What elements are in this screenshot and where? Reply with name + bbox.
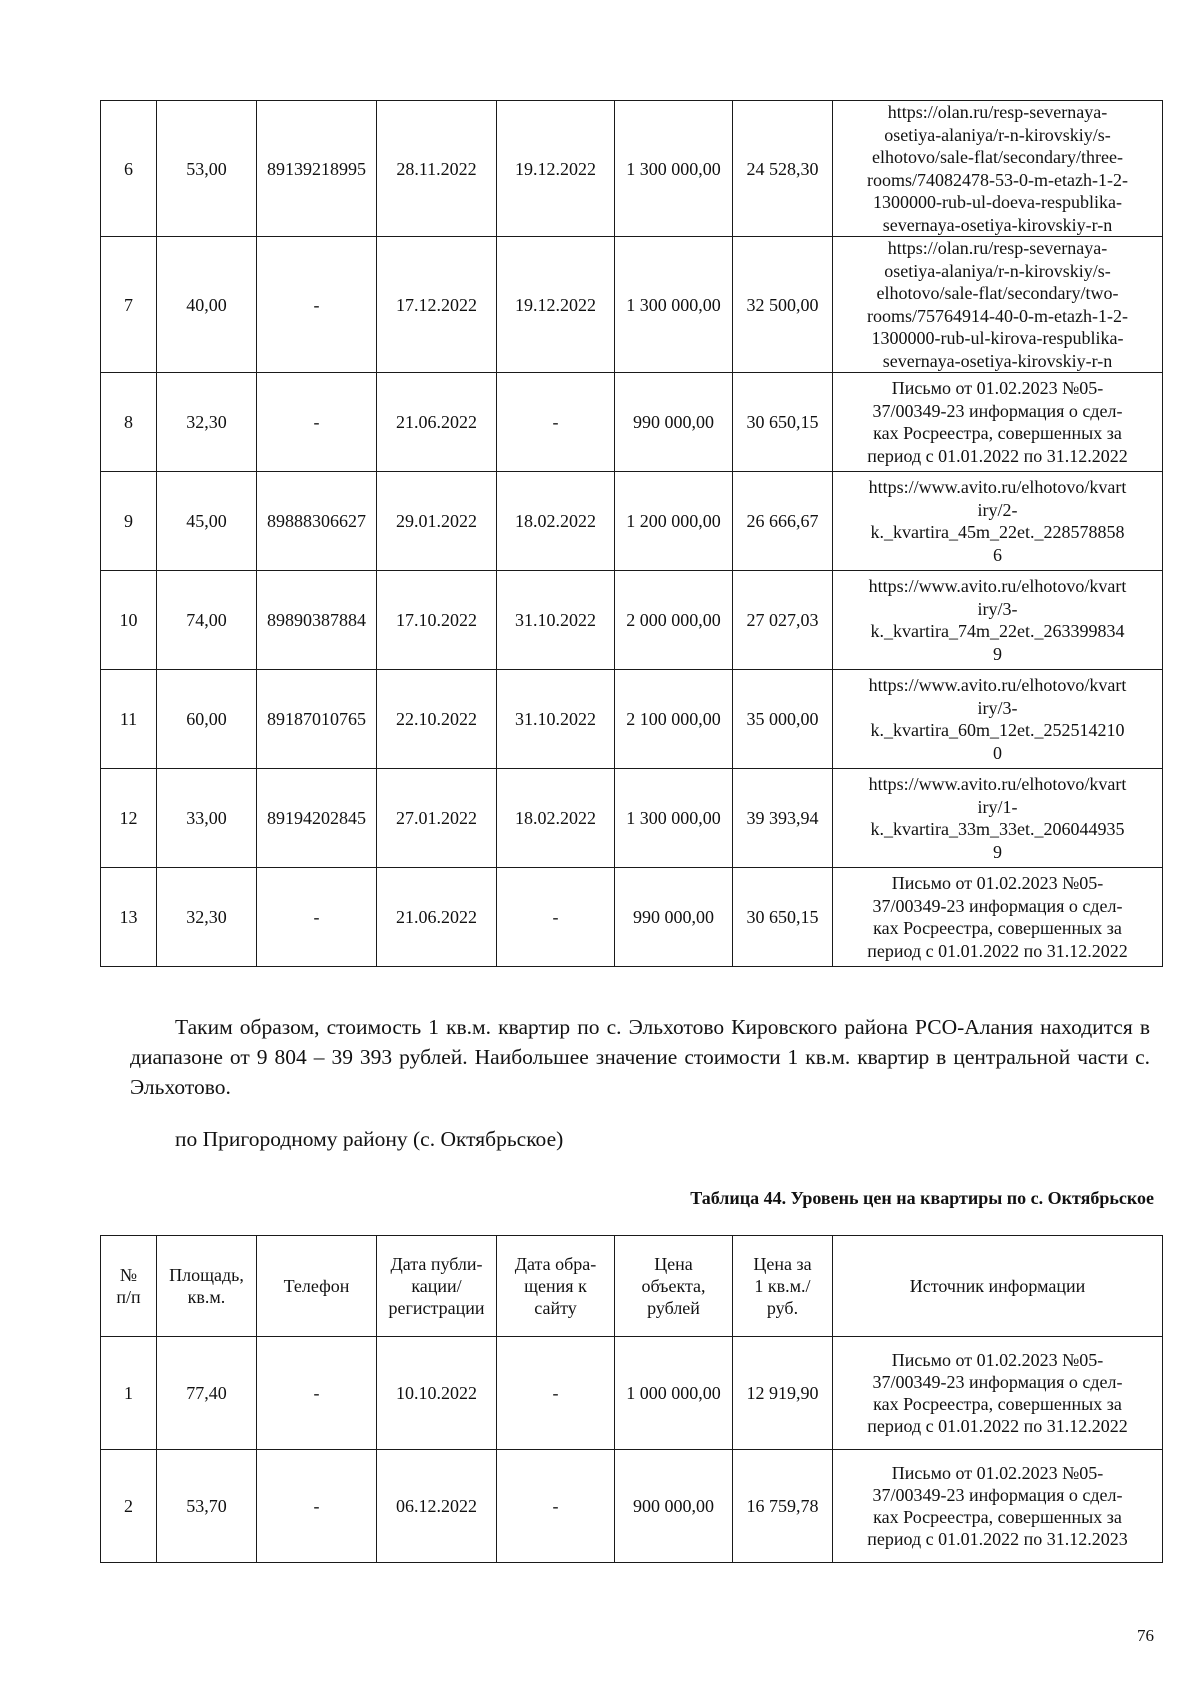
table-row xyxy=(101,373,1163,472)
summary-paragraph: Таким образом, стоимость 1 кв.м. квартир по с. Эльхотово Кировского района РСО-Алания находится в диапазоне от 9 804 – 39 393 рублей. Наибольшее значение стоимости 1 кв.м. квартир в центральной части с. Эльхотово. xyxy=(130,1015,1150,1099)
publication-date-cell: 10.10.2022 xyxy=(377,1337,497,1450)
source-cell xyxy=(833,373,1163,472)
column-header-line: щения к xyxy=(524,1276,587,1296)
price-per-sqm-cell: 30 650,15 xyxy=(733,868,833,967)
phone-cell: - xyxy=(257,868,377,967)
source-line: 37/00349-23 информация о сдел- xyxy=(872,1372,1123,1392)
price-cell: 1 300 000,00 xyxy=(615,237,733,373)
source-line: https://olan.ru/resp-severnaya- xyxy=(887,238,1108,258)
source-cell xyxy=(833,769,1163,868)
source-line: rooms/74082478-53-0-m-etazh-1-2- xyxy=(867,169,1128,190)
phone-cell: 89194202845 xyxy=(257,769,377,868)
column-header-line: руб. xyxy=(766,1298,799,1318)
price-cell: 1 200 000,00 xyxy=(615,472,733,571)
phone-cell: - xyxy=(257,373,377,472)
publication-date-cell: 22.10.2022 xyxy=(377,670,497,769)
table-caption: Таблица 44. Уровень цен на квартиры по с. Октябрьское xyxy=(690,1188,1154,1208)
column-header xyxy=(101,1236,157,1337)
publication-date-cell: 27.01.2022 xyxy=(377,769,497,868)
source-line: k._kvartira_45m_22et._228578858 xyxy=(870,522,1125,542)
source-cell xyxy=(833,868,1163,967)
source-line: osetiya-alaniya/r-n-kirovskiy/s- xyxy=(884,260,1111,281)
row-number-cell: 9 xyxy=(101,472,157,571)
source-line: ках Росреестра, совершенных за xyxy=(873,1394,1122,1414)
source-line: ках Росреестра, совершенных за xyxy=(873,918,1122,938)
column-header-line: объекта, xyxy=(641,1276,706,1296)
area-cell: 40,00 xyxy=(157,237,257,373)
source-line: период с 01.01.2022 по 31.12.2022 xyxy=(867,940,1128,961)
price-per-sqm-cell: 35 000,00 xyxy=(733,670,833,769)
access-date-cell: 19.12.2022 xyxy=(497,101,615,237)
price-per-sqm-cell: 30 650,15 xyxy=(733,373,833,472)
price-per-sqm-cell: 32 500,00 xyxy=(733,237,833,373)
price-per-sqm-cell: 12 919,90 xyxy=(733,1337,833,1450)
price-per-sqm-cell: 26 666,67 xyxy=(733,472,833,571)
source-line: 37/00349-23 информация о сдел- xyxy=(872,895,1123,916)
phone-cell: - xyxy=(257,1450,377,1563)
price-per-sqm-cell: 27 027,03 xyxy=(733,571,833,670)
source-line: 1300000-rub-ul-kirova-respublika- xyxy=(871,328,1124,348)
phone-cell: 89139218995 xyxy=(257,101,377,237)
source-line: период с 01.01.2022 по 31.12.2022 xyxy=(867,1416,1128,1436)
source-line: severnaya-osetiya-kirovskiy-r-n xyxy=(882,350,1113,371)
source-cell xyxy=(833,101,1163,237)
source-line: https://olan.ru/resp-severnaya- xyxy=(887,102,1108,122)
price-cell: 2 000 000,00 xyxy=(615,571,733,670)
row-number-cell: 6 xyxy=(101,101,157,237)
publication-date-cell: 21.06.2022 xyxy=(377,373,497,472)
column-header-line: кации/ xyxy=(411,1276,462,1296)
row-number-cell: 13 xyxy=(101,868,157,967)
phone-cell: 89890387884 xyxy=(257,571,377,670)
table-row xyxy=(101,237,1163,373)
access-date-cell: 19.12.2022 xyxy=(497,237,615,373)
page-number: 76 xyxy=(1137,1626,1154,1645)
source-line: 9 xyxy=(993,841,1002,862)
source-line: период с 01.01.2022 по 31.12.2023 xyxy=(867,1529,1128,1549)
source-line: iry/3- xyxy=(977,598,1018,619)
source-cell xyxy=(833,1337,1163,1450)
table-row xyxy=(101,1337,1163,1450)
price-table-elkhotovo-continued xyxy=(100,100,1163,967)
source-line: 1300000-rub-ul-doeva-respublika- xyxy=(873,192,1122,212)
source-line: severnaya-osetiya-kirovskiy-r-n xyxy=(882,214,1113,235)
area-cell: 60,00 xyxy=(157,670,257,769)
access-date-cell: 31.10.2022 xyxy=(497,571,615,670)
column-header-line: Источник информации xyxy=(909,1276,1086,1296)
source-line: 9 xyxy=(993,643,1002,664)
source-line: период с 01.01.2022 по 31.12.2022 xyxy=(867,445,1128,466)
price-cell: 2 100 000,00 xyxy=(615,670,733,769)
column-header-line: № xyxy=(119,1265,138,1285)
publication-date-cell: 28.11.2022 xyxy=(377,101,497,237)
source-line: 37/00349-23 информация о сдел- xyxy=(872,400,1123,421)
source-line: iry/3- xyxy=(977,697,1018,718)
access-date-cell: - xyxy=(497,1337,615,1450)
publication-date-cell: 17.12.2022 xyxy=(377,237,497,373)
area-cell: 74,00 xyxy=(157,571,257,670)
source-line: iry/2- xyxy=(977,499,1018,520)
column-header xyxy=(615,1236,733,1337)
access-date-cell: - xyxy=(497,1450,615,1563)
column-header xyxy=(377,1236,497,1337)
price-cell: 1 300 000,00 xyxy=(615,769,733,868)
area-cell: 77,40 xyxy=(157,1337,257,1450)
source-line: Письмо от 01.02.2023 №05- xyxy=(891,873,1104,893)
phone-cell: - xyxy=(257,237,377,373)
column-header-line: 1 кв.м./ xyxy=(754,1276,811,1296)
area-cell: 32,30 xyxy=(157,868,257,967)
table-row xyxy=(101,769,1163,868)
access-date-cell: - xyxy=(497,373,615,472)
table-row xyxy=(101,101,1163,237)
column-header xyxy=(733,1236,833,1337)
row-number-cell: 2 xyxy=(101,1450,157,1563)
publication-date-cell: 29.01.2022 xyxy=(377,472,497,571)
source-line: 0 xyxy=(993,742,1002,763)
column-header xyxy=(257,1236,377,1337)
phone-cell: - xyxy=(257,1337,377,1450)
source-line: osetiya-alaniya/r-n-kirovskiy/s- xyxy=(884,124,1111,145)
table-header-row xyxy=(101,1236,1163,1337)
source-line: k._kvartira_33m_33et._206044935 xyxy=(870,819,1125,839)
source-line: elhotovo/sale-flat/secondary/three- xyxy=(872,147,1123,167)
table-row xyxy=(101,868,1163,967)
source-line: https://www.avito.ru/elhotovo/kvart xyxy=(868,477,1127,497)
publication-date-cell: 21.06.2022 xyxy=(377,868,497,967)
row-number-cell: 1 xyxy=(101,1337,157,1450)
row-number-cell: 11 xyxy=(101,670,157,769)
column-header-line: регистрации xyxy=(388,1298,485,1318)
column-header-line: Цена xyxy=(654,1254,693,1274)
table-row xyxy=(101,670,1163,769)
source-line: rooms/75764914-40-0-m-etazh-1-2- xyxy=(867,305,1128,326)
source-line: ках Росреестра, совершенных за xyxy=(873,423,1122,443)
access-date-cell: 18.02.2022 xyxy=(497,769,615,868)
table-row xyxy=(101,1450,1163,1563)
column-header xyxy=(833,1236,1163,1337)
publication-date-cell: 17.10.2022 xyxy=(377,571,497,670)
price-cell: 900 000,00 xyxy=(615,1450,733,1563)
source-line: Письмо от 01.02.2023 №05- xyxy=(891,1463,1104,1483)
column-header-line: Цена за xyxy=(753,1254,812,1274)
source-cell xyxy=(833,237,1163,373)
access-date-cell: 31.10.2022 xyxy=(497,670,615,769)
price-cell: 990 000,00 xyxy=(615,373,733,472)
source-line: k._kvartira_60m_12et._252514210 xyxy=(870,720,1125,740)
table-row xyxy=(101,472,1163,571)
publication-date-cell: 06.12.2022 xyxy=(377,1450,497,1563)
source-line: https://www.avito.ru/elhotovo/kvart xyxy=(868,774,1127,794)
price-cell: 1 300 000,00 xyxy=(615,101,733,237)
price-table-oktyabrskoe xyxy=(100,1235,1163,1563)
price-cell: 990 000,00 xyxy=(615,868,733,967)
column-header-line: Дата обра- xyxy=(514,1254,597,1274)
area-cell: 33,00 xyxy=(157,769,257,868)
price-per-sqm-cell: 24 528,30 xyxy=(733,101,833,237)
source-cell xyxy=(833,571,1163,670)
row-number-cell: 8 xyxy=(101,373,157,472)
source-line: ках Росреестра, совершенных за xyxy=(873,1507,1122,1527)
source-line: https://www.avito.ru/elhotovo/kvart xyxy=(868,675,1127,695)
area-cell: 45,00 xyxy=(157,472,257,571)
price-per-sqm-cell: 16 759,78 xyxy=(733,1450,833,1563)
price-per-sqm-cell: 39 393,94 xyxy=(733,769,833,868)
row-number-cell: 10 xyxy=(101,571,157,670)
price-cell: 1 000 000,00 xyxy=(615,1337,733,1450)
table-row xyxy=(101,571,1163,670)
source-line: https://www.avito.ru/elhotovo/kvart xyxy=(868,576,1127,596)
access-date-cell: - xyxy=(497,868,615,967)
source-line: iry/1- xyxy=(977,796,1018,817)
column-header-line: Площадь, xyxy=(169,1265,244,1285)
source-cell xyxy=(833,472,1163,571)
source-cell xyxy=(833,670,1163,769)
source-line: elhotovo/sale-flat/secondary/two- xyxy=(876,283,1119,303)
area-cell: 53,00 xyxy=(157,101,257,237)
phone-cell: 89187010765 xyxy=(257,670,377,769)
row-number-cell: 7 xyxy=(101,237,157,373)
source-line: Письмо от 01.02.2023 №05- xyxy=(891,1350,1104,1370)
area-cell: 53,70 xyxy=(157,1450,257,1563)
source-line: Письмо от 01.02.2023 №05- xyxy=(891,378,1104,398)
area-cell: 32,30 xyxy=(157,373,257,472)
phone-cell: 89888306627 xyxy=(257,472,377,571)
district-heading: по Пригородному району (с. Октябрьское) xyxy=(175,1127,564,1151)
source-line: 6 xyxy=(993,544,1002,565)
column-header xyxy=(157,1236,257,1337)
column-header-line: рублей xyxy=(647,1298,700,1318)
column-header-line: Телефон xyxy=(283,1276,350,1296)
source-line: k._kvartira_74m_22et._263399834 xyxy=(870,621,1125,641)
row-number-cell: 12 xyxy=(101,769,157,868)
column-header-line: сайту xyxy=(534,1298,577,1318)
column-header-line: п/п xyxy=(116,1287,141,1307)
source-cell xyxy=(833,1450,1163,1563)
source-line: 37/00349-23 информация о сдел- xyxy=(872,1485,1123,1505)
column-header xyxy=(497,1236,615,1337)
access-date-cell: 18.02.2022 xyxy=(497,472,615,571)
column-header-line: кв.м. xyxy=(187,1287,226,1307)
column-header-line: Дата публи- xyxy=(390,1254,483,1274)
